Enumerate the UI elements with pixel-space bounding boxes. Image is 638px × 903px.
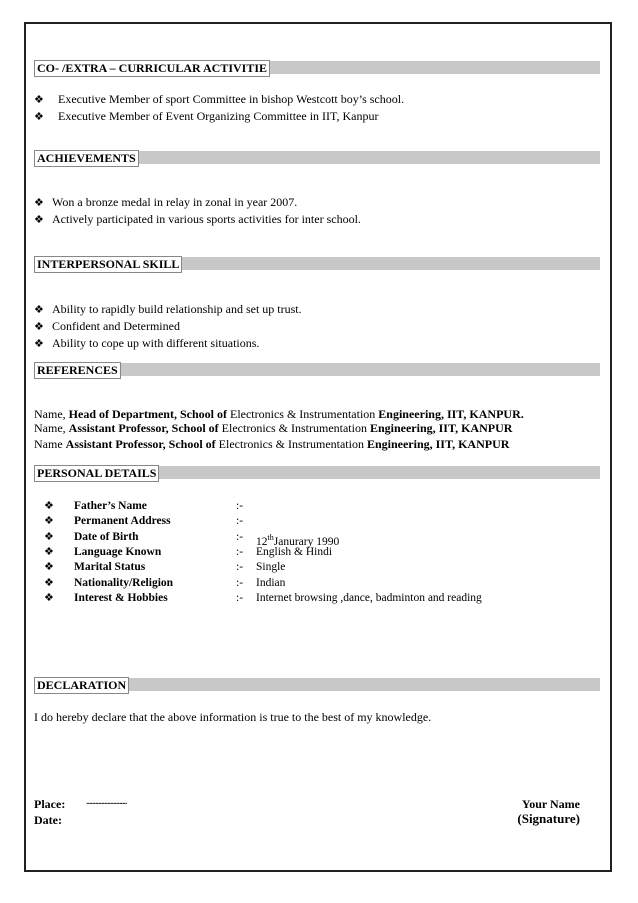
reference-line: Name, Assistant Professor, School of Electronics & Instrumentation Engineering, IIT, KANPUR — [34, 421, 513, 435]
diamond-bullet-icon: ❖ — [44, 592, 54, 604]
diamond-bullet-icon: ❖ — [44, 577, 54, 589]
diamond-bullet-icon: ❖ — [34, 197, 44, 209]
signature-label: (Signature) — [517, 811, 580, 826]
section-header-personal — [34, 466, 600, 479]
section-header-declaration — [34, 678, 600, 691]
diamond-bullet-icon: ❖ — [34, 94, 44, 106]
declaration-text: I do hereby declare that the above information is true to the best of my knowledge. — [34, 710, 432, 724]
reference-line: Name, Head of Department, School of Electronics & Instrumentation Engineering, IIT, KANPUR. — [34, 407, 524, 421]
diamond-bullet-icon: ❖ — [44, 531, 54, 543]
list-item: ❖ Confident and Determined — [34, 319, 180, 333]
diamond-bullet-icon: ❖ — [44, 546, 54, 558]
list-item: ❖ Executive Member of Event Organizing Committee in IIT, Kanpur — [34, 109, 379, 123]
section-title: CO- /EXTRA – CURRICULAR ACTIVITIE — [34, 60, 270, 77]
section-title: PERSONAL DETAILS — [34, 465, 159, 482]
section-title: ACHIEVEMENTS — [34, 150, 139, 167]
diamond-bullet-icon: ❖ — [34, 111, 44, 123]
list-item: ❖ Executive Member of sport Committee in bishop Westcott boy’s school. — [34, 92, 405, 106]
diamond-bullet-icon: ❖ — [44, 561, 54, 573]
diamond-bullet-icon: ❖ — [44, 500, 54, 512]
your-name: Your Name — [521, 797, 580, 811]
diamond-bullet-icon: ❖ — [34, 321, 44, 333]
list-item: ❖ Actively participated in various sports activities for inter school. — [34, 212, 361, 226]
section-header-extra — [34, 61, 600, 74]
reference-line: Name Assistant Professor, School of Electronics & Instrumentation Engineering, IIT, KANPUR — [34, 437, 510, 451]
place-value: ........................... — [86, 796, 127, 807]
section-title: DECLARATION — [34, 677, 129, 694]
diamond-bullet-icon: ❖ — [44, 515, 54, 527]
diamond-bullet-icon: ❖ — [34, 338, 44, 350]
place-label: Place: — [34, 797, 66, 811]
resume-page: CO- /EXTRA – CURRICULAR ACTIVITIE ❖ Executive Member of sport Committee in bishop Westcott boy’s school. ❖ Executive Member of Event Organizing Committee in IIT, Kanpur ACHIEVEMENTS ❖ Won a bronze medal in relay in zonal in year 2007. ❖ Actively participated in various sports activities for inter school. INTERPERSONAL SKILL ❖ Ability to rapidly build relationship and set up trust. ❖ Confident and Determined ❖ Ability to cope up with different situations. REFERENCES Name, Head of Department, School of Electronics & Instrumentation Engineering, IIT, KANPUR. Name, Assistant Professor, School of Electronics & Instrumentation Engineering, IIT, KANPUR Name Assistant Professor, School of Electronics & Instrumentation Engineering, IIT, KANPUR PERSONAL DETAILS ❖ Father’s Name :- ❖ Permanent Address :- ❖ Date of Birth :- 12thJanurary 1990 ❖ Language Known :- English & Hindi ❖ Marital Status :- Single ❖ Nationality/Religion :- Indian ❖ Interest & Hobbies :- Internet browsing ,dance, badminton and reading DECLARATION I do hereby declare that the above information is true to the best of my knowledge. Place: ........................... Date: Your Name (Signature) — [24, 22, 612, 872]
section-header-achievements — [34, 151, 600, 164]
diamond-bullet-icon: ❖ — [34, 304, 44, 316]
section-header-interpersonal — [34, 257, 600, 270]
list-item: ❖ Ability to cope up with different situations. — [34, 336, 260, 350]
list-item: ❖ Ability to rapidly build relationship and set up trust. — [34, 302, 302, 316]
section-title: REFERENCES — [34, 362, 121, 379]
list-item: ❖ Won a bronze medal in relay in zonal in year 2007. — [34, 195, 298, 209]
section-header-references — [34, 363, 600, 376]
date-label: Date: — [34, 813, 62, 827]
diamond-bullet-icon: ❖ — [34, 214, 44, 226]
section-title: INTERPERSONAL SKILL — [34, 256, 182, 273]
